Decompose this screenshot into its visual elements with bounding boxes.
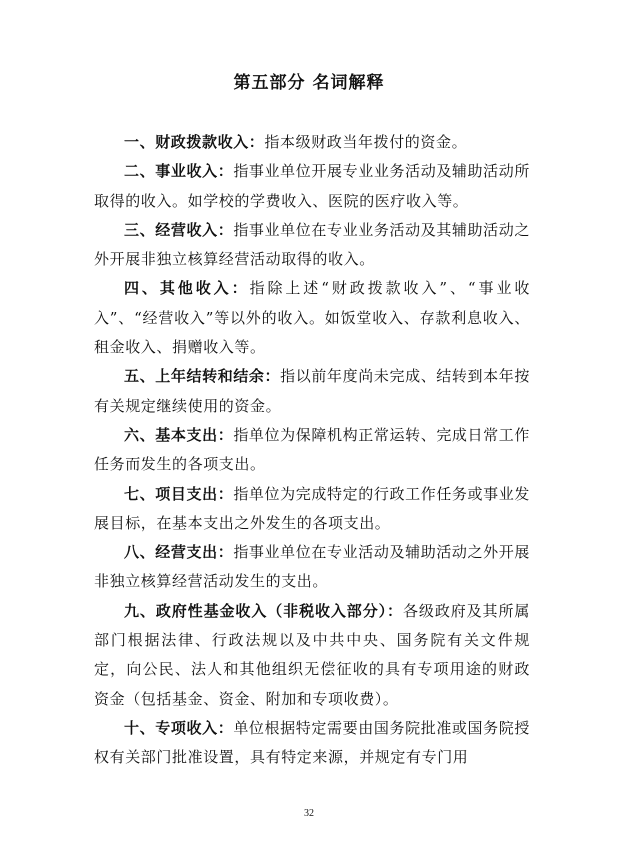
glossary-list (94, 128, 530, 773)
glossary-item (94, 714, 530, 773)
glossary-term: 五、上年结转和结余： (124, 367, 281, 386)
glossary-item (94, 157, 530, 216)
glossary-desc: 指事业单位在专业业务活动及其辅助活动之外开展非独立核算经营活动取得的收入。 (94, 220, 530, 269)
glossary-term: 三、经营收入： (124, 220, 234, 239)
glossary-term: 九、政府性基金收入（非税收入部分）： (124, 601, 403, 620)
glossary-item (94, 216, 530, 275)
glossary-term: 一、财政拨款收入： (124, 133, 265, 151)
glossary-item (94, 274, 530, 362)
glossary-item (94, 421, 530, 480)
glossary-desc: 指除上述“财政拨款收入”、“事业收入”、“经营收入”等以外的收入。如饭堂收入、存款利息收入、租金收入、捐赠收入等。 (94, 279, 530, 357)
glossary-term: 十、专项收入： (124, 718, 234, 737)
glossary-item (94, 362, 530, 421)
glossary-desc: 指单位为保障机构正常运转、完成日常工作任务而发生的各项支出。 (94, 425, 530, 474)
glossary-desc: 指本级财政当年拨付的资金。 (264, 133, 468, 151)
glossary-item (94, 128, 530, 157)
glossary-term: 八、经营支出： (124, 543, 234, 562)
glossary-desc: 单位根据特定需要由国务院批准或国务院授权有关部门批准设置，具有特定来源，并规定有专门用 (94, 718, 530, 767)
glossary-item (94, 597, 530, 714)
page-number: 32 (304, 808, 314, 819)
glossary-term: 七、项目支出： (124, 484, 234, 503)
glossary-term: 二、事业收入： (124, 162, 234, 181)
glossary-desc: 指事业单位开展专业业务活动及辅助活动所取得的收入。如学校的学费收入、医院的医疗收入等。 (94, 162, 530, 210)
glossary-item (94, 480, 530, 539)
glossary-desc: 各级政府及其所属部门根据法律、行政法规以及中共中央、国务院有关文件规定，向公民、法人和其他组织无偿征收的具有专项用途的财政资金（包括基金、资金、附加和专项收费）。 (94, 601, 530, 708)
glossary-desc: 指单位为完成特定的行政工作任务或事业发展目标，在基本支出之外发生的各项支出。 (94, 484, 530, 532)
glossary-desc: 指以前年度尚未完成、结转到本年按有关规定继续使用的资金。 (94, 367, 530, 415)
glossary-term: 四、其他收入： (124, 279, 250, 298)
glossary-term: 六、基本支出： (124, 425, 234, 444)
glossary-desc: 指事业单位在专业活动及辅助活动之外开展非独立核算经营活动发生的支出。 (94, 543, 530, 591)
glossary-item (94, 538, 530, 597)
page-title: 第五部分 名词解释 (233, 73, 385, 93)
